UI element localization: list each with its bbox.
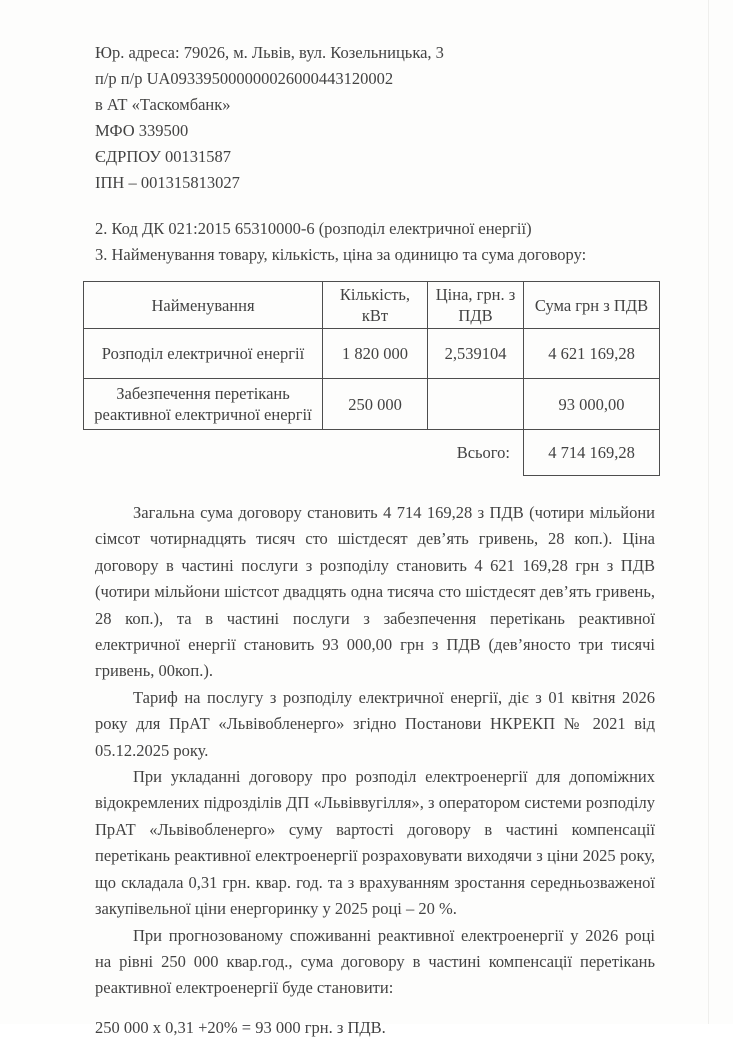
calculation-formula: 250 000 x 0,31 +20% = 93 000 грн. з ПДВ. bbox=[95, 1017, 386, 1037]
mfo-line: МФО 339500 bbox=[95, 121, 189, 140]
ipn-line: ІПН – 001315813027 bbox=[95, 173, 240, 192]
clause-item-name: 3. Найменування товару, кількість, ціна за одиницю та сума договору: bbox=[95, 245, 587, 264]
legal-address-line: Юр. адреса: 79026, м. Львів, вул. Козельницька, 3 bbox=[95, 43, 444, 62]
bank-name-line: в АТ «Таскомбанк» bbox=[95, 95, 231, 114]
body-text-block bbox=[95, 500, 655, 1002]
cell-price: 2,539104 bbox=[428, 329, 524, 379]
table-header-row bbox=[84, 282, 660, 329]
cell-price bbox=[428, 379, 524, 430]
scan-fold-line bbox=[708, 0, 709, 1024]
edrpou-line: ЄДРПОУ 00131587 bbox=[95, 147, 232, 166]
table-row bbox=[84, 329, 660, 379]
clause-dk-code: 2. Код ДК 021:2015 65310000-6 (розподіл електричної енергії) bbox=[95, 219, 532, 238]
cell-sum: 4 621 169,28 bbox=[524, 329, 660, 379]
clauses-block bbox=[95, 216, 655, 268]
paragraph-contract-terms: При укладанні договору про розподіл електроенергії для допоміжних відокремлених підрозділів ДП «Львіввугілля», з оператором системи розподілу ПрАТ «Львівобленерго» суму вартості договору в частині компенсації перетікань реактивної електроенергії розраховувати виходячи з ціни 2025 року, що складала 0,31 грн. квар. год. та з врахуванням зростання середньозваженої закупівельної ціни енергоринку у 2025 році – 20 %. bbox=[95, 767, 655, 919]
cell-sum: 93 000,00 bbox=[524, 379, 660, 430]
paragraph-forecast: При прогнозованому споживанні реактивної електроенергії у 2026 році на рівні 250 000 квар.год., сума договору в частині компенсації перетікань реактивної електроенергії буде становити: bbox=[95, 925, 655, 998]
col-header-sum: Сума грн з ПДВ bbox=[524, 282, 660, 329]
paragraph-total-sum: Загальна сума договору становить 4 714 169,28 з ПДВ (чотири мільйони сімсот чотирнадцять тисяч сто шістдесят дев’ять гривень, 28 коп.). Ціна договору в частині послуги з розподілу становить 4 621 169,28 грн з ПДВ (чотири мільйони шістсот двадцять одна тисяча сто шістдесят дев’ять гривень, 28 коп.), та в частині послуги з забезпечення перетікань реактивної електричної енергії становить 93 000,00 грн з ПДВ (дев’яносто три тисячі гривень, 00коп.). bbox=[95, 503, 655, 681]
account-iban-line: п/р п/р UA093395000000026000443120002 bbox=[95, 69, 394, 88]
col-header-name: Найменування bbox=[84, 282, 323, 329]
col-header-price: Ціна, грн. з ПДВ bbox=[428, 282, 524, 329]
cell-quantity: 1 820 000 bbox=[323, 329, 428, 379]
total-value: 4 714 169,28 bbox=[524, 430, 660, 476]
requisites-block bbox=[95, 40, 655, 196]
cell-quantity: 250 000 bbox=[323, 379, 428, 430]
cell-name: Розподіл електричної енергії bbox=[84, 329, 323, 379]
contract-price-table bbox=[83, 281, 660, 476]
total-label: Всього: bbox=[456, 443, 510, 463]
table-total-row bbox=[84, 430, 660, 476]
table-row bbox=[84, 379, 660, 430]
paragraph-tariff: Тариф на послугу з розподілу електричної енергії, діє з 01 квітня 2026 року для ПрАТ «Львівобленерго» згідно Постанови НКРЕКП № 2021 від 05.12.2025 року. bbox=[95, 687, 655, 760]
col-header-quantity: Кількість, кВт bbox=[323, 282, 428, 329]
cell-name: Забезпечення перетікань реактивної електричної енергії bbox=[84, 379, 323, 430]
